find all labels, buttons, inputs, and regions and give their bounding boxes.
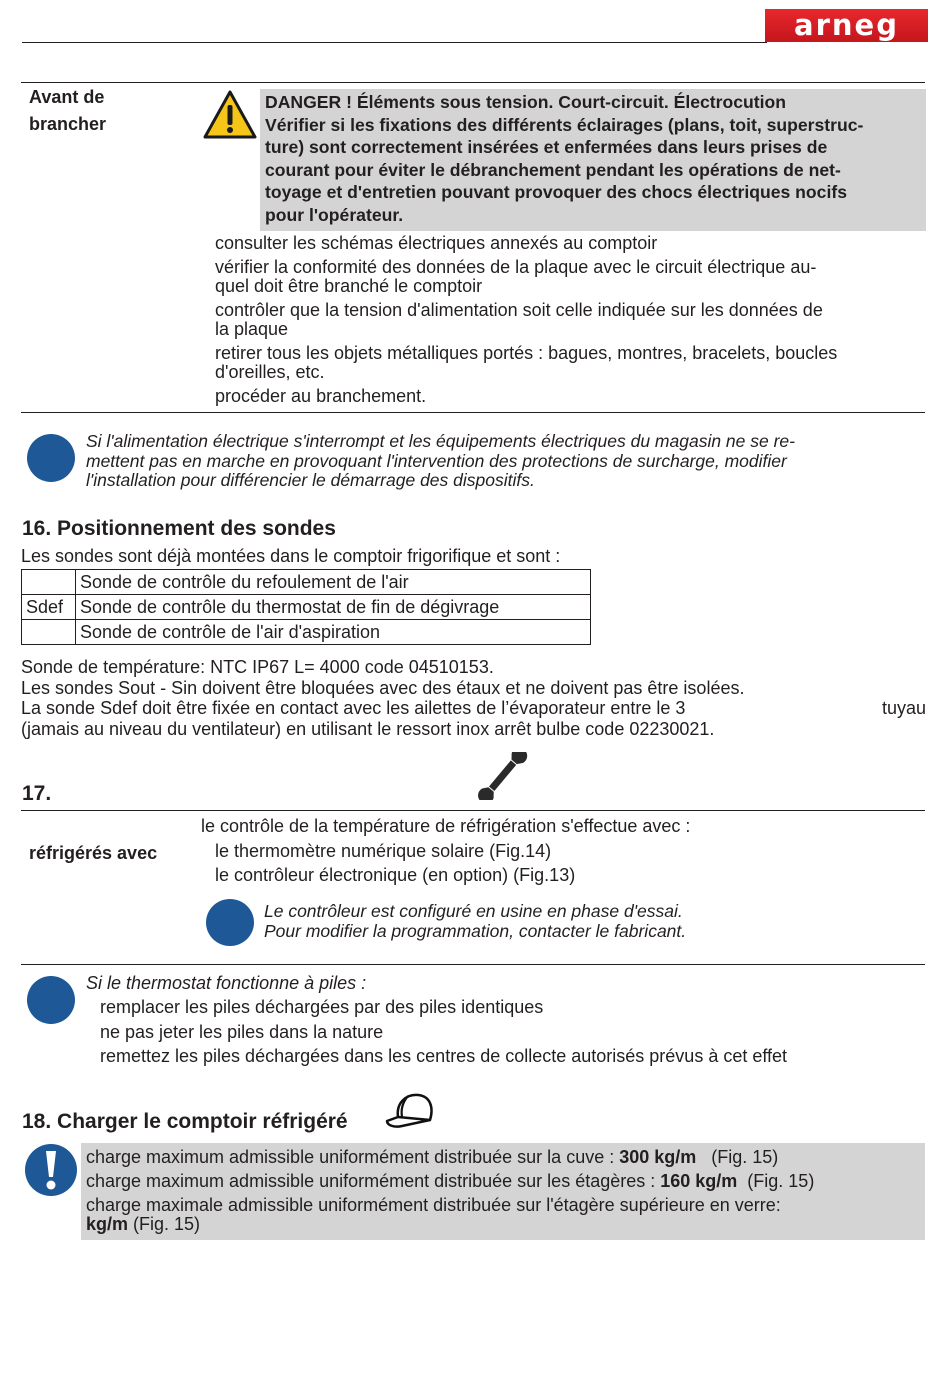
controller-note bbox=[264, 902, 686, 941]
detail-trailing: tuyau bbox=[881, 698, 926, 718]
load-text: charge maximum admissible uniformément distribuée sur les étagères : bbox=[86, 1171, 661, 1191]
probe-code: Sdef bbox=[22, 595, 76, 620]
info-dot-icon bbox=[27, 434, 75, 482]
load-text: charge maximale admissible uniformément distribuée sur l'étagère supérieure en verre: bbox=[86, 1195, 781, 1215]
load-value: kg/m bbox=[86, 1214, 129, 1234]
step-text: contrôler que la tension d'alimentation soit celle indiquée sur les données de bbox=[215, 300, 823, 320]
note-line: mettent pas en marche en provoquant l'intervention des protections de surcharge, modifier bbox=[86, 450, 787, 471]
step-item bbox=[215, 344, 925, 382]
info-dot-icon bbox=[206, 899, 254, 946]
probe-code bbox=[22, 570, 76, 595]
load-item bbox=[86, 1196, 924, 1234]
load-ref: (Fig. 15) bbox=[696, 1147, 779, 1167]
probe-details bbox=[21, 657, 926, 739]
step-text: procéder au branchement. bbox=[215, 386, 427, 406]
section-rule bbox=[21, 810, 925, 811]
battery-item: remplacer les piles déchargées par des piles identiques bbox=[100, 997, 544, 1017]
detail-line: Sonde de température: NTC IP67 L= 4000 code 04510153. bbox=[21, 657, 494, 677]
step-text: retirer tous les objets métalliques portés : bagues, montres, bracelets, boucles bbox=[215, 343, 838, 363]
section-17-item: le contrôleur électronique (en option) (Fig.13) bbox=[215, 865, 576, 885]
load-item bbox=[86, 1148, 924, 1167]
section-17-intro: le contrôle de la température de réfrigération s'effectue avec : bbox=[201, 816, 691, 836]
section-16-title: 16. Positionnement des sondes bbox=[22, 517, 336, 540]
wrench-icon bbox=[478, 752, 528, 800]
step-item bbox=[215, 301, 925, 339]
danger-line: ture) sont correctement insérées et enfermées dans leurs prises de bbox=[265, 137, 828, 157]
step-item bbox=[215, 258, 925, 296]
section-rule bbox=[21, 412, 925, 413]
probe-code bbox=[22, 620, 76, 645]
section-rule bbox=[21, 964, 925, 965]
warning-triangle-icon bbox=[203, 90, 257, 139]
step-text: vérifier la conformité des données de la plaque avec le circuit électrique au- bbox=[215, 257, 817, 277]
step-text: la plaque bbox=[215, 319, 289, 339]
danger-warning bbox=[265, 91, 925, 226]
detail-line: La sonde Sdef doit être fixée en contact avec les ailettes de l’évaporateur entre le 3 bbox=[21, 698, 686, 718]
probes-table bbox=[21, 569, 591, 645]
section-17-item: le thermomètre numérique solaire (Fig.14) bbox=[215, 841, 552, 861]
probe-desc: Sonde de contrôle du thermostat de fin de dégivrage bbox=[76, 595, 591, 620]
danger-line: pour l'opérateur. bbox=[265, 204, 404, 225]
danger-title: DANGER ! Éléments sous tension. Court-circuit. Électrocution bbox=[265, 92, 787, 112]
step-item bbox=[215, 234, 925, 253]
probe-desc: Sonde de contrôle du refoulement de l'air bbox=[76, 570, 591, 595]
detail-line-row bbox=[21, 698, 926, 719]
table-row bbox=[22, 570, 591, 595]
detail-line: Les sondes Sout - Sin doivent être bloquées avec des étaux et ne doivent pas être isolées. bbox=[21, 677, 745, 698]
load-value: 160 kg/m bbox=[660, 1171, 738, 1191]
connect-label: Avant de brancher bbox=[29, 87, 107, 134]
step-text: quel doit être branché le comptoir bbox=[215, 276, 483, 296]
info-dot-icon bbox=[27, 976, 75, 1024]
step-text: d'oreilles, etc. bbox=[215, 362, 325, 382]
battery-item: remettez les piles déchargées dans les centres de collecte autorisés prévus à cet effet bbox=[100, 1046, 788, 1066]
brand-logo: arneg bbox=[765, 9, 928, 42]
power-note bbox=[86, 432, 926, 491]
note-line: Si l'alimentation électrique s'interrompt et les équipements électriques du magasin ne se re- bbox=[86, 431, 795, 451]
exclamation-circle-icon bbox=[24, 1143, 78, 1197]
detail-line: (jamais au niveau du ventilateur) en utilisant le ressort inox arrêt bulbe code 02230021. bbox=[21, 718, 715, 739]
section-17-label: réfrigérés avec bbox=[29, 843, 158, 863]
load-item bbox=[86, 1172, 924, 1191]
cap-icon bbox=[384, 1091, 436, 1131]
table-row bbox=[22, 620, 591, 645]
note-line: Le contrôleur est configuré en usine en phase d'essai. bbox=[264, 901, 683, 921]
section-18-title: 18. Charger le comptoir réfrigéré bbox=[22, 1110, 348, 1133]
table-row bbox=[22, 595, 591, 620]
header-rule bbox=[22, 42, 767, 43]
note-line: l'installation pour différencier le démarrage des dispositifs. bbox=[86, 470, 535, 490]
battery-item: ne pas jeter les piles dans la nature bbox=[100, 1022, 384, 1042]
load-text: charge maximum admissible uniformément distribuée sur la cuve : bbox=[86, 1147, 620, 1167]
section-17-title: 17. bbox=[22, 782, 52, 805]
probe-desc: Sonde de contrôle de l'air d'aspiration bbox=[76, 620, 591, 645]
load-value: 300 kg/m bbox=[619, 1147, 697, 1167]
load-ref: (Fig. 15) bbox=[737, 1171, 815, 1191]
step-text: consulter les schémas électriques annexés au comptoir bbox=[215, 233, 658, 253]
step-item bbox=[215, 387, 925, 406]
danger-line: courant pour éviter le débranchement pendant les opérations de net- bbox=[265, 159, 841, 180]
section-16-intro: Les sondes sont déjà montées dans le comptoir frigorifique et sont : bbox=[21, 546, 561, 566]
section-rule-top bbox=[21, 82, 925, 83]
danger-line: toyage et d'entretien pouvant provoquer des chocs électriques nocifs bbox=[265, 182, 847, 202]
battery-note-title: Si le thermostat fonctionne à piles : bbox=[86, 973, 367, 993]
note-line: Pour modifier la programmation, contacter le fabricant. bbox=[264, 920, 687, 941]
danger-line: Vérifier si les fixations des différents éclairages (plans, toit, superstruc- bbox=[265, 114, 864, 135]
load-ref: (Fig. 15) bbox=[128, 1214, 201, 1234]
